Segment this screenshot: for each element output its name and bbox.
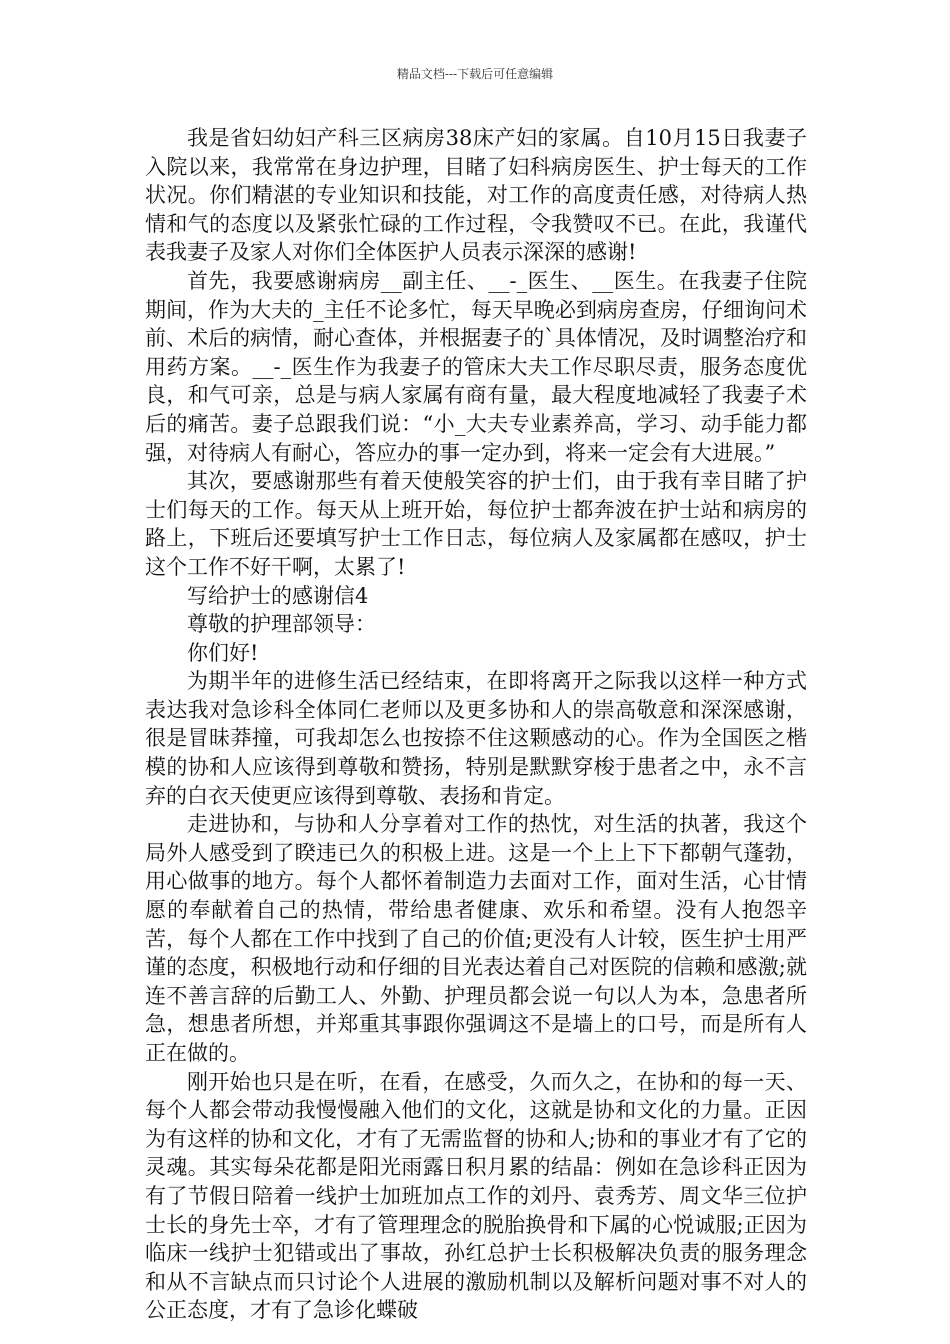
paragraph-xiehe-culture: 刚开始也只是在听，在看，在感受，久而久之，在协和的每一天、每个人都会带动我慢慢融入他们的文化，这就是协和文化的力量。正因为有这样的协和文化，才有了无需监督的协和人;协和的事业才有了它的灵魂。其实每朵花都是阳光雨露日积月累的结晶：例如在急诊科正因为有了节假日陪着一线护士加班加点工作的刘丹、袁秀芳、周文华三位护士长的身先士卒，才有了管理理念的脱胎换骨和下属的心悦诚服;正因为临床一线护士犯错或出了事故，孙红总护士长积极解决负责的服务理念和从不言缺点而只讨论个人进展的激励机制以及解析问题对事不对人的公正态度，才有了急诊化蝶破 [145, 1069, 807, 1323]
paragraph-thanks-doctors: 首先，我要感谢病房__副主任、__-_医生、__医生。在我妻子住院期间，作为大夫的_主任不论多忙，每天早晚必到病房查房，仔细询问术前、术后的病情，耐心查体，并根据妻子的`具体情况，及时调整治疗和用药方案。__-_医生作为我妻子的管床大夫工作尽职尽责，服务态度优良，和气可亲，总是与病人家属有商有量，最大程度地减轻了我妻子术后的痛苦。妻子总跟我们说：“小_大夫专业素养高，学习、动手能力都强，对待病人有耐心，答应办的事一定办到，将来一定会有大进展。” [145, 268, 807, 465]
paragraph-xiehe-spirit: 走进协和，与协和人分享着对工作的热忱，对生活的执著，我这个局外人感受到了睽违已久的积极上进。这是一个上上下下都朝气蓬勃，用心做事的地方。每个人都怀着制造力去面对工作，面对生活，心甘情愿的奉献着自己的热情，带给患者健康、欢乐和希望。没有人抱怨辛苦，每个人都在工作中找到了自己的价值;更没有人计较，医生护士用严谨的态度，积极地行动和仔细的目光表达着自己对医院的信赖和感激;就连不善言辞的后勤工人、外勤、护理员都会说一句以人为本，急患者所急，想患者所想，并郑重其事跟你强调这不是墙上的口号，而是所有人正在做的。 [145, 812, 807, 1065]
letter-greeting: 你们好! [187, 640, 259, 665]
paragraph-thanks-nurses: 其次，要感谢那些有着天使般笑容的护士们，由于我有幸目睹了护士们每天的工作。每天从上班开始，每位护士都奔波在护士站和病房的路上，下班后还要填写护士工作日志，每位病人及家属都在感叹，护士这个工作不好干啊，太累了! [145, 469, 807, 579]
letter-salutation: 尊敬的护理部领导： [187, 612, 376, 637]
letter-title: 写给护士的感谢信4 [187, 583, 369, 608]
page-header: 精品文档---下载后可任意编辑 [396, 67, 554, 81]
document-body [145, 124, 807, 1325]
paragraph-intro: 我是省妇幼妇产科三区病房38床产妇的家属。自10月15日我妻子入院以来，我常常在身边护理，目睹了妇科病房医生、护士每天的工作状况。你们精湛的专业知识和技能，对工作的高度责任感，对待病人热情和气的态度以及紧张忙碌的工作过程，令我赞叹不已。在此，我谨代表我妻子及家人对你们全体医护人员表示深深的感谢! [145, 126, 807, 265]
paragraph-farewell: 为期半年的进修生活已经结束，在即将离开之际我以这样一种方式表达我对急诊科全体同仁老师以及更多协和人的崇高敬意和深深感谢，很是冒昧莽撞，可我却怎么也按捺不住这颗感动的心。作为全国医之楷模的协和人应该得到尊敬和赞扬，特别是默默穿梭于患者之中，永不言弃的白衣天使更应该得到尊敬、表扬和肯定。 [145, 669, 807, 808]
